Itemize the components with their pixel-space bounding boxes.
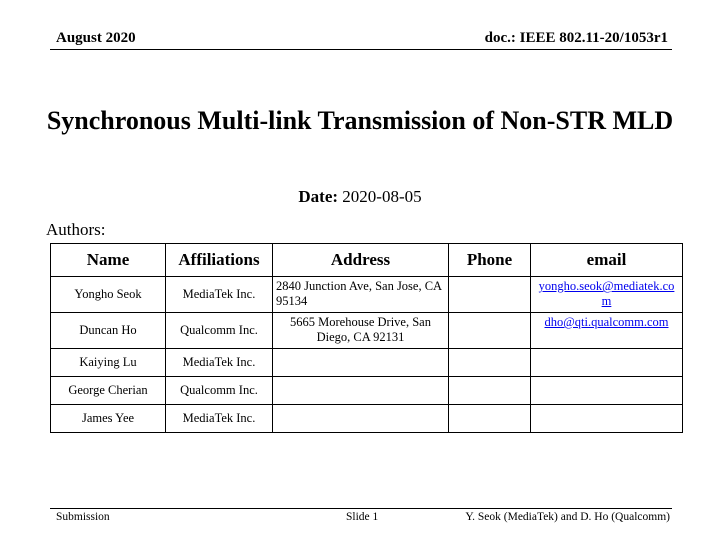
- author-phone: [449, 349, 531, 377]
- table-row: [51, 377, 683, 405]
- author-phone: [449, 377, 531, 405]
- author-phone: [449, 313, 531, 349]
- header-date: August 2020: [56, 30, 136, 46]
- col-header-address: Address: [273, 244, 449, 277]
- author-affiliation: MediaTek Inc.: [166, 405, 273, 433]
- author-name: Duncan Ho: [51, 313, 166, 349]
- author-email-link[interactable]: yongho.seok@mediatek.com: [538, 279, 675, 308]
- authors-label: Authors:: [46, 220, 106, 239]
- author-affiliation: MediaTek Inc.: [166, 349, 273, 377]
- col-header-name: Name: [51, 244, 166, 277]
- table-row: [51, 277, 683, 313]
- table-header-row: [51, 244, 683, 277]
- slide-title: Synchronous Multi-link Transmission of Non-STR MLD: [46, 106, 674, 135]
- header-divider: [50, 49, 672, 50]
- col-header-affiliations: Affiliations: [166, 244, 273, 277]
- author-affiliation: Qualcomm Inc.: [166, 377, 273, 405]
- header-doc-id: doc.: IEEE 802.11-20/1053r1: [484, 30, 668, 46]
- authors-table: [50, 243, 683, 433]
- author-name: George Cherian: [51, 377, 166, 405]
- author-email-cell: [531, 313, 683, 349]
- date-label: Date:: [298, 187, 339, 206]
- author-phone: [449, 277, 531, 313]
- author-address: 5665 Morehouse Drive, San Diego, CA 92131: [273, 313, 449, 349]
- footer-divider: [50, 508, 672, 509]
- author-email-link[interactable]: dho@qti.qualcomm.com: [544, 315, 669, 329]
- author-email-cell: [531, 277, 683, 313]
- author-address: [273, 377, 449, 405]
- footer-slide-number: Slide 1: [346, 511, 379, 523]
- author-phone: [449, 405, 531, 433]
- author-affiliation: Qualcomm Inc.: [166, 313, 273, 349]
- author-name: Kaiying Lu: [51, 349, 166, 377]
- author-name: James Yee: [51, 405, 166, 433]
- date-value: 2020-08-05: [342, 187, 422, 206]
- table-row: [51, 349, 683, 377]
- author-name: Yongho Seok: [51, 277, 166, 313]
- author-address: [273, 349, 449, 377]
- table-row: [51, 405, 683, 433]
- author-affiliation: MediaTek Inc.: [166, 277, 273, 313]
- author-address: 2840 Junction Ave, San Jose, CA 95134: [273, 277, 449, 313]
- author-email-cell: [531, 349, 683, 377]
- date-line: [0, 187, 720, 207]
- table-row: [51, 313, 683, 349]
- author-email-cell: [531, 405, 683, 433]
- author-email-cell: [531, 377, 683, 405]
- author-address: [273, 405, 449, 433]
- col-header-email: email: [531, 244, 683, 277]
- col-header-phone: Phone: [449, 244, 531, 277]
- footer-authors: Y. Seok (MediaTek) and D. Ho (Qualcomm): [465, 511, 670, 523]
- footer-submission: Submission: [56, 511, 110, 523]
